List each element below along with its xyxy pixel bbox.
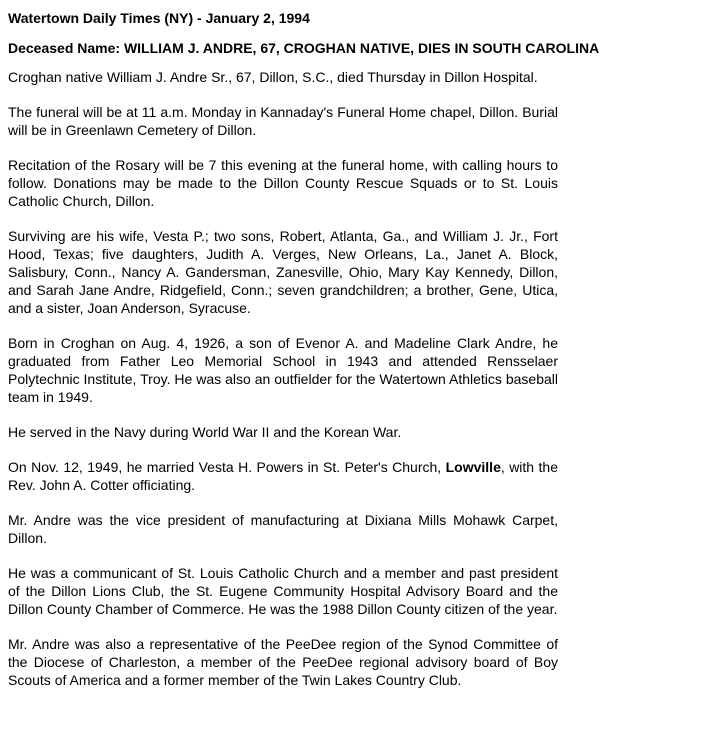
obituary-body bbox=[8, 68, 558, 689]
paragraph-survivors: Surviving are his wife, Vesta P.; two sons, Robert, Atlanta, Ga., and William J. Jr., Fort Hood, Texas; five daughters, Judith A. Verges, New Orleans, La., Janet A. Block, Salisbury, Conn., Nancy A. Gandersman, Zanesville, Ohio, Mary Kay Kennedy, Dillon, and Sarah Jane Andre, Ridgefield, Conn.; seven grandchildren; a brother, Gene, Utica, and a sister, Joan Anderson, Syracuse. bbox=[8, 228, 558, 316]
marriage-text-start: On Nov. 12, 1949, he married Vesta H. Powers in St. Peter's Church, bbox=[8, 459, 446, 475]
paragraph-marriage bbox=[8, 458, 558, 494]
paragraph-career: Mr. Andre was the vice president of manufacturing at Dixiana Mills Mohawk Carpet, Dillon. bbox=[8, 512, 558, 546]
marriage-location-bold: Lowville bbox=[445, 459, 501, 475]
paragraph-biography: Born in Croghan on Aug. 4, 1926, a son of Evenor A. and Madeline Clark Andre, he graduated from Father Leo Memorial School in 1943 and attended Rensselaer Polytechnic Institute, Troy. He was also an outfielder for the Watertown Athletics baseball team in 1949. bbox=[8, 335, 558, 405]
paragraph-military-service: He served in the Navy during World War II and the Korean War. bbox=[8, 424, 402, 440]
paragraph-death-notice: Croghan native William J. Andre Sr., 67, Dillon, S.C., died Thursday in Dillon Hospital. bbox=[8, 69, 538, 85]
paragraph-memberships: Mr. Andre was also a representative of the PeeDee region of the Synod Committee of the Diocese of Charleston, a member of the PeeDee regional advisory board of Boy Scouts of America and a former member of the Twin Lakes Country Club. bbox=[8, 636, 558, 688]
paragraph-rosary: Recitation of the Rosary will be 7 this evening at the funeral home, with calling hours to follow. Donations may be made to the Dillon County Rescue Squads or to St. Louis Catholic Church, Dillon. bbox=[8, 157, 558, 209]
paragraph-funeral: The funeral will be at 11 a.m. Monday in Kannaday's Funeral Home chapel, Dillon. Burial will be in Greenlawn Cemetery of Dillon. bbox=[8, 104, 558, 138]
paragraph-community: He was a communicant of St. Louis Catholic Church and a member and past president of the Dillon Lions Club, the St. Eugene Community Hospital Advisory Board and the Dillon County Chamber of Commerce. He was the 1988 Dillon County citizen of the year. bbox=[8, 565, 558, 617]
obituary-document bbox=[8, 9, 600, 689]
newspaper-source-heading: Watertown Daily Times (NY) - January 2, 1994 bbox=[8, 10, 310, 26]
marriage-text-end: , with the Rev. John A. Cotter officiating. bbox=[8, 459, 558, 493]
deceased-name-heading: Deceased Name: WILLIAM J. ANDRE, 67, CROGHAN NATIVE, DIES IN SOUTH CAROLINA bbox=[8, 40, 600, 56]
